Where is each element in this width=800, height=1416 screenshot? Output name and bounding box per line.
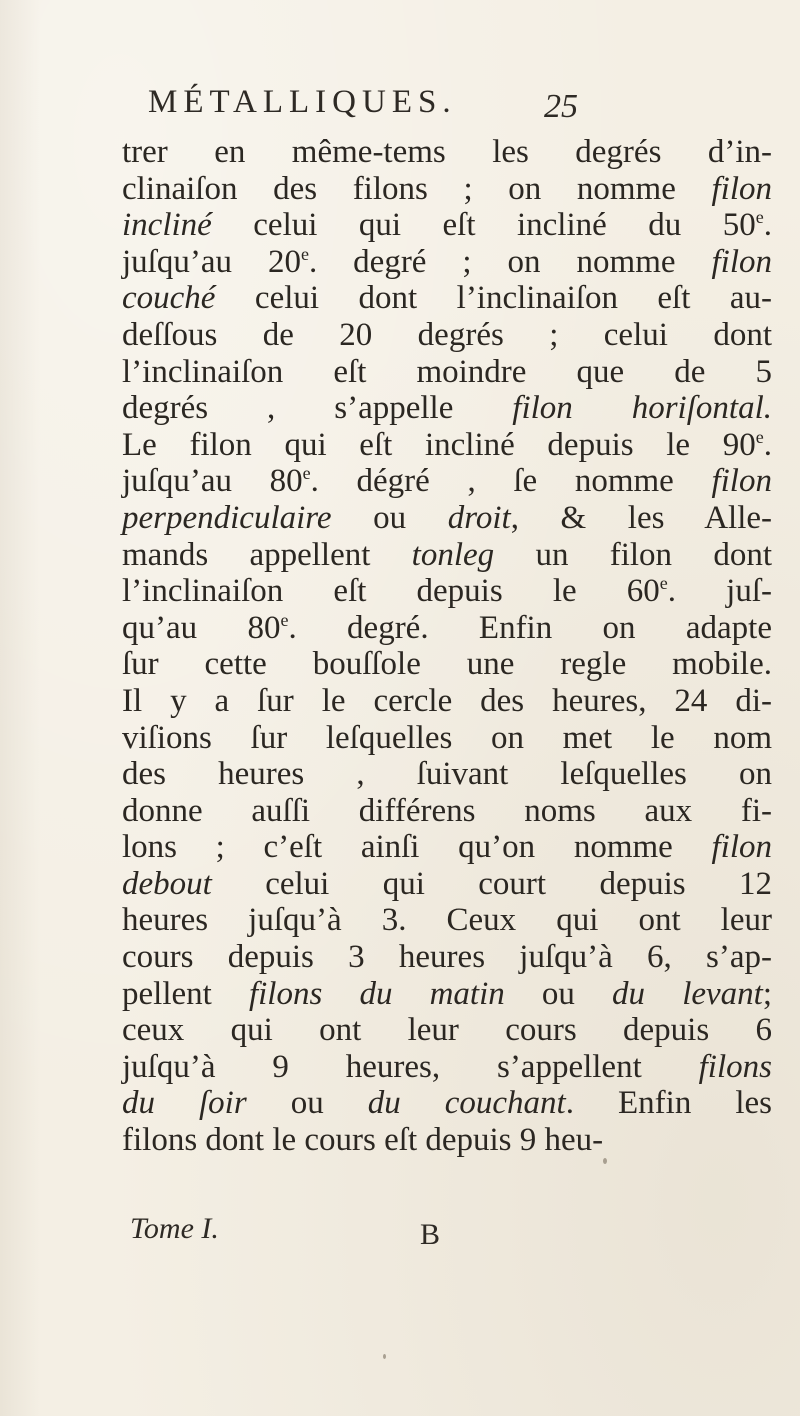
page-gutter-shadow <box>0 0 40 1416</box>
text-line: couché celui dont l’inclinaiſon eſt au- <box>122 280 772 317</box>
text-line: lons ; c’eſt ainſi qu’on nomme filon <box>122 829 772 866</box>
text-line: juſqu’à 9 heures, s’appellent filons <box>122 1048 772 1085</box>
text-line: juſqu’au 80e. dégré , ſe nomme filon <box>122 463 772 500</box>
text-line: l’inclinaiſon eſt depuis le 60e. juſ- <box>122 573 772 610</box>
paper-speck <box>603 1158 607 1164</box>
text-line: heures juſqu’à 3. Ceux qui ont leur <box>122 902 772 939</box>
text-line: Le filon qui eſt incliné depuis le 90e. <box>122 426 772 463</box>
italic-term: droit <box>447 499 511 536</box>
text-line: debout celui qui court depuis 12 <box>122 865 772 902</box>
text-line: degrés , s’appelle filon horiſontal. <box>122 390 772 427</box>
signature-mark: B <box>420 1218 441 1251</box>
text-line: viſions ſur leſquelles on met le nom <box>122 719 772 756</box>
italic-term: filon <box>711 463 772 500</box>
italic-term: filon horiſontal. <box>512 390 772 427</box>
italic-term: incliné <box>122 207 212 244</box>
italic-term: du levant <box>612 975 763 1012</box>
body-text <box>122 134 772 1159</box>
page-footer <box>130 1212 450 1256</box>
page-number: 25 <box>544 88 578 125</box>
italic-term: du ſoir <box>122 1085 247 1122</box>
text-line: trer en même-tems les degrés d’in- <box>122 134 772 170</box>
text-line: perpendiculaire ou droit, & les Alle- <box>122 499 773 536</box>
text-line: du ſoir ou du couchant. Enfin les <box>122 1085 772 1122</box>
text-line: qu’au 80e. degré. Enfin on adapte <box>122 609 772 646</box>
italic-term: tonleg <box>411 536 495 573</box>
italic-term: filon <box>711 829 772 866</box>
text-line: juſqu’au 20e. degré ; on nomme filon <box>122 243 772 280</box>
text-line: des heures , ſuivant leſquelles on <box>122 756 772 793</box>
text-line: cours depuis 3 heures juſqu’à 6, s’ap- <box>122 939 772 976</box>
running-title: MÉTALLIQUES. <box>148 84 457 120</box>
text-line: donne auſſi différens noms aux fi- <box>122 792 772 829</box>
text-line: deſſous de 20 degrés ; celui dont <box>122 316 772 353</box>
text-line: ſur cette bouſſole une regle mobile. <box>122 646 772 683</box>
italic-term: filon <box>711 170 772 207</box>
running-head <box>148 84 578 134</box>
italic-term: filon <box>711 243 772 280</box>
volume-label: Tome I. <box>130 1212 219 1245</box>
text-line: ceux qui ont leur cours depuis 6 <box>122 1012 772 1049</box>
italic-term: filons <box>698 1048 772 1085</box>
italic-term: debout <box>122 865 212 902</box>
text-line: filons dont le cours eſt depuis 9 heu- <box>122 1122 604 1159</box>
text-line: clinaiſon des filons ; on nomme filon <box>122 170 772 207</box>
text-line: pellent filons du matin ou du levant; <box>122 975 772 1012</box>
italic-term: couché <box>122 280 216 317</box>
italic-term: perpendiculaire <box>122 499 332 536</box>
italic-term: du couchant <box>367 1085 566 1122</box>
italic-term: filons du matin <box>248 975 505 1012</box>
text-line: mands appellent tonleg un filon dont <box>122 536 772 573</box>
text-line: incliné celui qui eſt incliné du 50e. <box>122 207 772 244</box>
text-line: l’inclinaiſon eſt moindre que de 5 <box>122 353 772 390</box>
text-line: Il y a ſur le cercle des heures, 24 di- <box>122 682 772 719</box>
paper-speck <box>383 1354 386 1359</box>
